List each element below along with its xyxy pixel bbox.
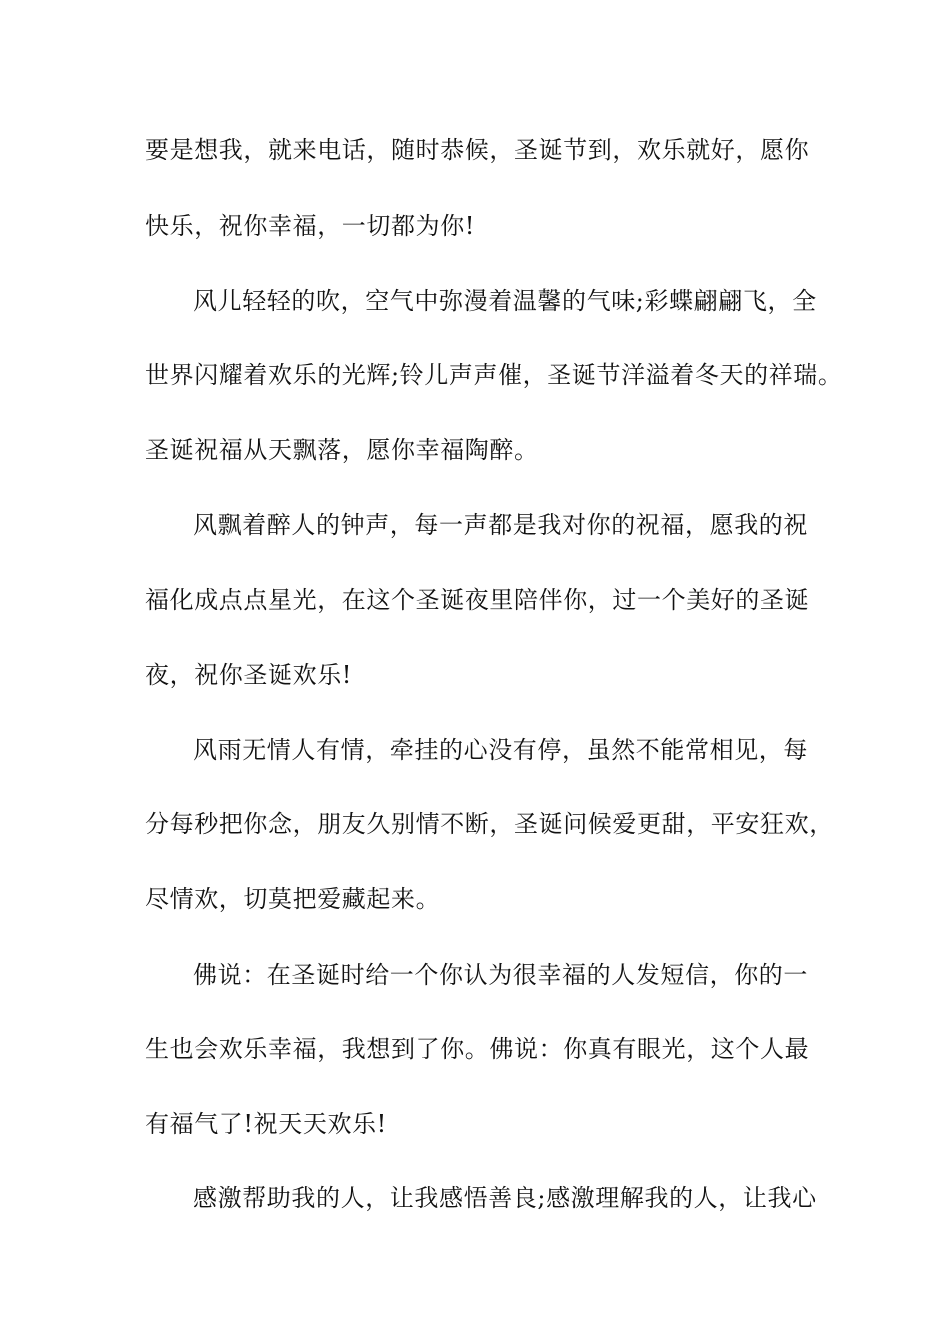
text-line: 福化成点点星光，在这个圣诞夜里陪伴你，过一个美好的圣诞 [145,586,810,614]
text-line: 夜，祝你圣诞欢乐! [145,661,353,689]
text-line: 要是想我，就来电话，随时恭候，圣诞节到，欢乐就好，愿你 [145,136,810,164]
text-line: 快乐，祝你幸福，一切都为你! [145,212,476,240]
paragraph-first-line: 风雨无情人有情，牵挂的心没有停，虽然不能常相见，每 [193,736,808,764]
text-line: 有福气了!祝天天欢乐! [145,1110,387,1138]
text-line: 生也会欢乐幸福，我想到了你。佛说：你真有眼光，这个人最 [145,1035,810,1063]
text-line: 尽情欢，切莫把爱藏起来。 [145,885,441,913]
paragraph-first-line: 风飘着醉人的钟声，每一声都是我对你的祝福，愿我的祝 [193,511,808,539]
text-line: 圣诞祝福从天飘落，愿你幸福陶醉。 [145,436,539,464]
paragraph-first-line: 佛说：在圣诞时给一个你认为很幸福的人发短信，你的一 [193,961,808,989]
paragraph-first-line: 感激帮助我的人，让我感悟善良;感激理解我的人，让我心 [193,1184,817,1212]
text-line: 世界闪耀着欢乐的光辉;铃儿声声催，圣诞节洋溢着冬天的祥瑞。 [145,361,843,389]
text-line: 分每秒把你念，朋友久别情不断，圣诞问候爱更甜，平安狂欢， [145,810,834,838]
paragraph-first-line: 风儿轻轻的吹，空气中弥漫着温馨的气味;彩蝶翩翩飞，全 [193,287,817,315]
